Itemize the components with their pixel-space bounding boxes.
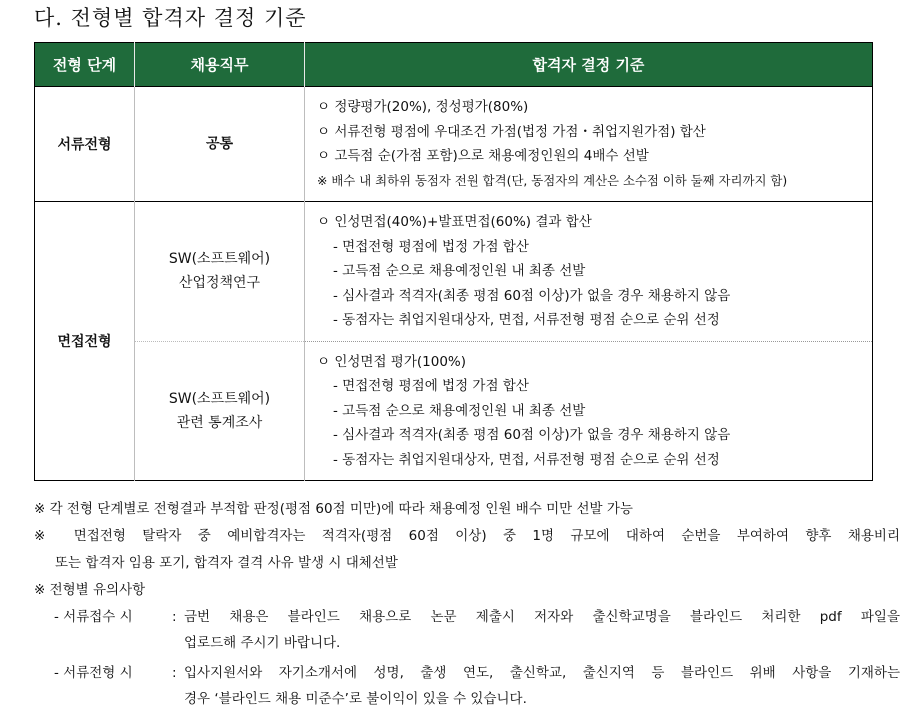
table-row-document — [35, 87, 873, 202]
note-body-line: 입사지원서와 자기소개서에 성명, 출생 연도, 출신학교, 출신지역 등 블라인드 위배 사항을 기재하는 — [184, 665, 900, 681]
note-3-title: ※ 전형별 유의사항 — [34, 582, 146, 598]
criteria-table — [34, 42, 873, 481]
note-label: - 서류전형 시 — [54, 665, 133, 681]
header-stage: 전형 단계 — [35, 43, 135, 87]
table-row-interview-1 — [35, 202, 873, 342]
note-body-line: 업로드해 주시기 바랍니다. — [184, 635, 341, 651]
note-label: - 서류접수 시 — [54, 609, 133, 625]
criteria-line: ㅇ 인성면접 평가(100%) — [317, 353, 466, 370]
note-2-line-2: 또는 합격자 임용 포기, 합격자 결격 사유 발생 시 대체선발 — [55, 555, 398, 571]
notes-section — [34, 496, 900, 712]
criteria-interview-2 — [305, 341, 873, 481]
note-body — [184, 660, 900, 712]
criteria-interview-1 — [305, 202, 873, 342]
note-2-line-1: ※ 면접전형 탈락자 중 예비합격자는 적격자(평점 60점 이상) 중 1명 규모에 대하여 순번을 부여하여 향후 채용비리 — [34, 528, 900, 544]
criteria-line: - 면접전형 평점에 법정 가점 합산 — [333, 378, 529, 394]
criteria-line: - 심사결과 적격자(최종 평점 60점 이상)가 없을 경우 채용하지 않음 — [333, 287, 731, 304]
header-criteria: 합격자 결정 기준 — [305, 43, 873, 87]
criteria-line: - 면접전형 평점에 법정 가점 합산 — [333, 238, 529, 255]
note-doc-submit — [34, 604, 900, 656]
criteria-line: - 고득점 순으로 채용예정인원 내 최종 선발 — [333, 263, 586, 279]
stage-interview: 면접전형 — [35, 202, 135, 481]
criteria-line: - 동점자는 취업지원대상자, 면접, 서류전형 평점 순으로 순위 선정 — [333, 451, 720, 468]
criteria-line: ㅇ 정량평가(20%), 정성평가(80%) — [317, 99, 529, 115]
criteria-document — [305, 87, 873, 202]
table-header-row — [35, 43, 873, 87]
criteria-line: ㅇ 인성면접(40%)+발표면접(60%) 결과 합산 — [317, 214, 592, 230]
section-title: 다. 전형별 합격자 결정 기준 — [34, 6, 307, 30]
job-line: SW(소프트웨어) — [168, 390, 271, 407]
note-colon: : — [172, 665, 177, 681]
note-body — [184, 604, 900, 656]
criteria-line: ㅇ 서류전형 평점에 우대조건 가점(법정 가점・취업지원가점) 합산 — [317, 123, 706, 140]
criteria-line: - 동점자는 취업지원대상자, 면접, 서류전형 평점 순으로 순위 선정 — [333, 312, 720, 328]
job-sw-stats — [135, 341, 305, 481]
criteria-line: - 심사결과 적격자(최종 평점 60점 이상)가 없을 경우 채용하지 않음 — [333, 427, 731, 443]
note-body-line: 경우 ‘블라인드 채용 미준수’로 불이익이 있을 수 있습니다. — [184, 691, 527, 707]
note-1: ※ 각 전형 단계별로 전형결과 부적합 판정(평점 60점 미만)에 따라 채용예정 인원 배수 미만 선발 가능 — [34, 501, 633, 517]
note-doc-screen — [34, 660, 900, 712]
criteria-line: ㅇ 고득점 순(가점 포함)으로 채용예정인원의 4배수 선발 — [317, 148, 649, 164]
table-row-interview-2 — [35, 341, 873, 481]
stage-document: 서류전형 — [35, 87, 135, 202]
note-body-line: 금번 채용은 블라인드 채용으로 논문 제출시 저자와 출신학교명을 블라인드 처리한 pdf 파일을 — [184, 609, 900, 625]
job-line: 관련 통계조사 — [176, 414, 263, 431]
criteria-line: - 고득점 순으로 채용예정인원 내 최종 선발 — [333, 402, 586, 419]
header-job: 채용직무 — [135, 43, 305, 87]
note-colon: : — [172, 609, 177, 625]
job-common: 공통 — [135, 87, 305, 202]
job-line: SW(소프트웨어) — [168, 251, 271, 268]
job-line: 산업정책연구 — [178, 275, 261, 292]
job-sw-policy — [135, 202, 305, 342]
criteria-line: ※ 배수 내 최하위 동점자 전원 합격(단, 동점자의 계산은 소수점 이하 둘째 자리까지 함) — [317, 172, 788, 188]
